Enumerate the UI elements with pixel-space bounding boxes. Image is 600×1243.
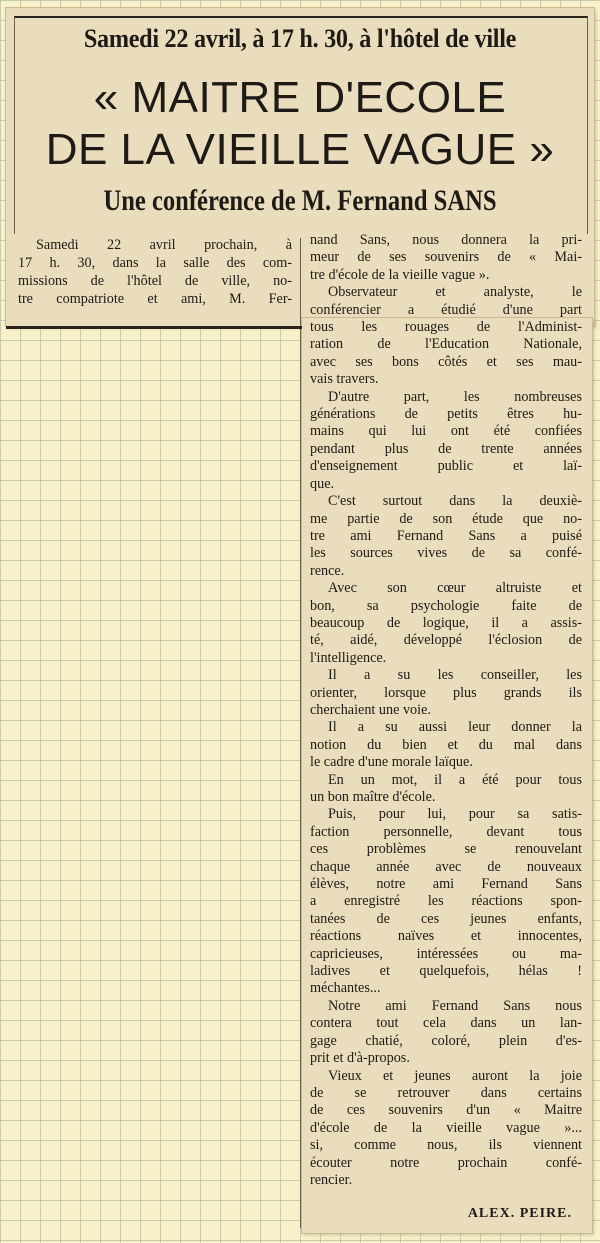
title-line: « MAITRE D'ECOLE	[93, 73, 507, 122]
text-line: missions de l'hôtel de ville, no-	[18, 273, 292, 289]
text-line: Puis, pour lui, pour sa satis-	[328, 806, 582, 823]
text-line: meur de ses souvenirs de « Mai-	[310, 249, 582, 266]
text-line: gage chatié, coloré, plein d'es-	[310, 1032, 582, 1049]
text-line: En un mot, il a été pour tous	[328, 771, 582, 788]
text-line: le cadre d'une morale laïque.	[310, 754, 473, 771]
text-line: Notre ami Fernand Sans nous	[328, 997, 582, 1014]
text-line: Observateur et analyste, le	[328, 284, 582, 301]
text-line: générations de petits êtres hu-	[310, 406, 582, 423]
text-line: Avec son cœur altruiste et	[328, 580, 582, 597]
text-line: pendant plus de trente années	[310, 440, 582, 457]
text-line: méchantes...	[310, 980, 381, 997]
text-line: prit et d'à-propos.	[310, 1050, 410, 1067]
text-line: cherchaient une voie.	[310, 701, 431, 718]
text-line: contera tout cela dans un lan-	[310, 1015, 582, 1032]
text-line: chaque année avec de nouveaux	[310, 858, 582, 875]
text-line: Vieux et jeunes auront la joie	[328, 1067, 582, 1084]
text-line: tanées de ces jeunes enfants,	[310, 910, 582, 927]
text-line: tre ami Fernand Sans a puisé	[310, 527, 582, 544]
text-line: écouter notre prochain confé-	[310, 1154, 582, 1171]
text-line: un bon maître d'école.	[310, 789, 436, 805]
text-line: nand Sans, nous donnera la pri-	[310, 232, 582, 248]
column-divider	[300, 238, 301, 1228]
article-byline: Une conférence de M. Fernand SANS	[103, 184, 497, 217]
text-line: d'école de la vieille vague »...	[310, 1119, 582, 1136]
text-line: que.	[310, 475, 335, 492]
text-line: Il a su aussi leur donner la	[328, 719, 582, 736]
text-line: té, aidé, développé l'éclosion de	[310, 632, 582, 649]
headline-date: Samedi 22 avril, à 17 h. 30, à l'hôtel de ville	[83, 24, 517, 53]
text-line: rencier.	[310, 1171, 353, 1188]
text-line: bon, sa psychologie faite de	[310, 597, 582, 614]
text-line: 17 h. 30, dans la salle des com-	[18, 255, 292, 271]
text-line: ces problèmes se renouvelant	[310, 841, 582, 858]
text-line: les sources vives de sa confé-	[310, 545, 582, 562]
text-line: beaucoup de logique, il a assis-	[310, 614, 582, 631]
text-line: si, comme nous, ils viennent	[310, 1137, 582, 1154]
text-line: d'enseignement public et laï-	[310, 458, 582, 475]
text-line: réactions naïves et innocentes,	[310, 928, 582, 945]
text-line: élèves, notre ami Fernand Sans	[310, 876, 582, 893]
section-rule	[6, 326, 302, 329]
text-line: tous les rouages de l'Administ-	[310, 319, 582, 336]
text-line: capricieuses, intéressées ou ma-	[310, 945, 582, 962]
text-line: mains qui lui ont été confiées	[310, 423, 582, 440]
title-line: DE LA VIEILLE VAGUE »	[45, 125, 555, 174]
article-left-column	[18, 236, 292, 308]
text-line: orienter, lorsque plus grands ils	[310, 684, 582, 701]
text-line: C'est surtout dans la deuxiè-	[328, 493, 582, 510]
text-line: notion du bien et du mal dans	[310, 736, 582, 753]
text-line: l'intelligence.	[310, 649, 387, 666]
text-line: D'autre part, les nombreuses	[328, 388, 582, 405]
text-line: tre d'école de la vieille vague ».	[310, 266, 490, 283]
text-line: a enregistré les réactions spon-	[310, 893, 582, 910]
text-line: de se retrouver dans certains	[310, 1084, 582, 1101]
article-title	[10, 72, 590, 176]
text-line: ladives et quelquefois, hélas !	[310, 963, 582, 980]
author-signature: ALEX. PEIRE.	[467, 1206, 572, 1221]
text-line: Samedi 22 avril prochain, à	[36, 237, 292, 253]
text-line: vais travers.	[310, 371, 379, 388]
text-line: Il a su les conseiller, les	[328, 667, 582, 684]
text-line: avec ses bons côtés et ses mau-	[310, 353, 582, 370]
text-line: faction personnelle, devant tous	[310, 823, 582, 840]
article-right-column	[310, 232, 582, 1189]
text-line: me partie de son étude que no-	[310, 510, 582, 527]
text-line: rence.	[310, 562, 345, 579]
text-line: conférencier a étudié d'une part	[310, 301, 582, 318]
text-line: ration de l'Education Nationale,	[310, 336, 582, 353]
text-line: de ces souvenirs d'un « Maitre	[310, 1102, 582, 1119]
text-line: tre compatriote et ami, M. Fer-	[18, 291, 292, 307]
